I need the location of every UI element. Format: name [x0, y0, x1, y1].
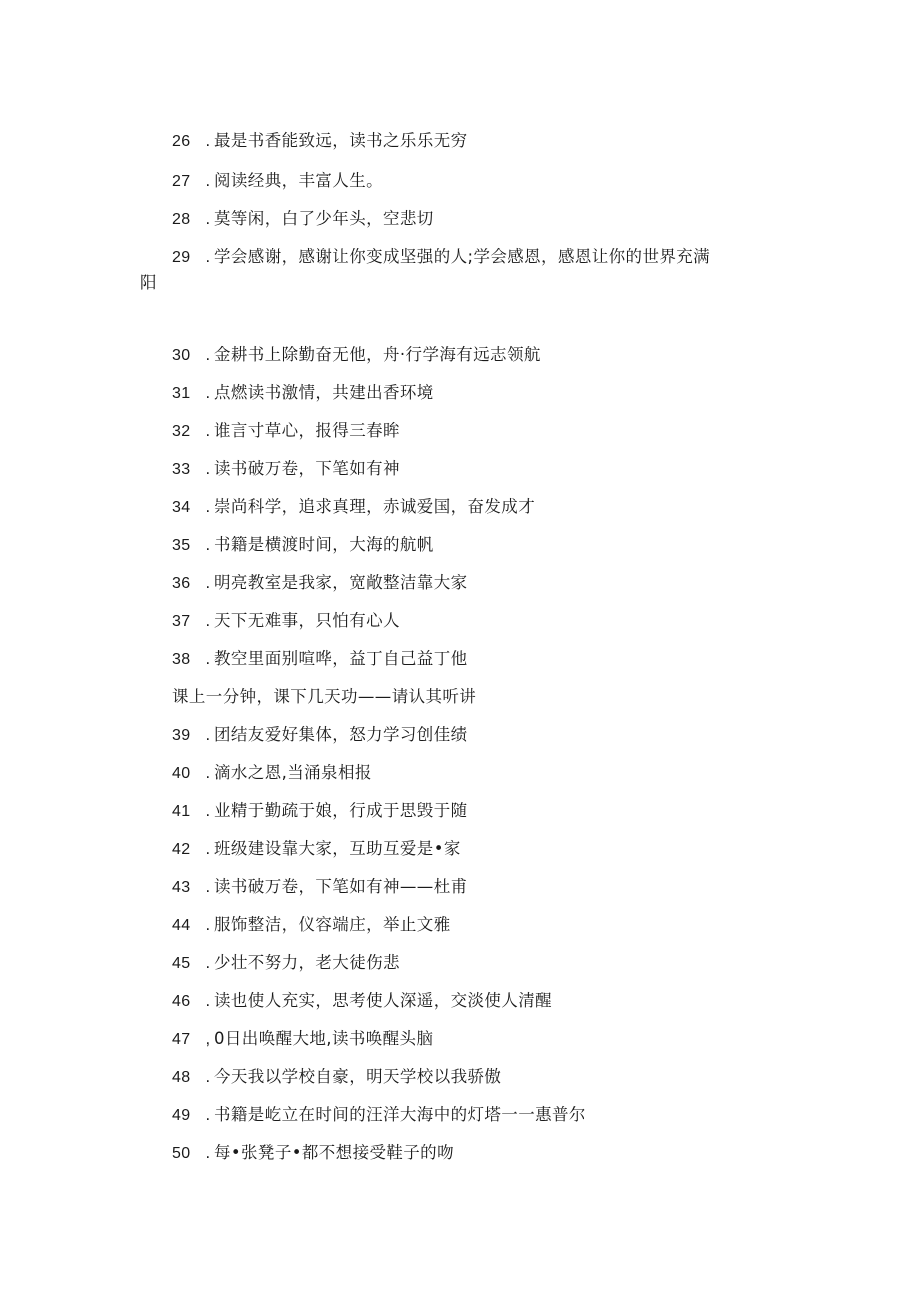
item-number: 28	[172, 211, 191, 228]
item-text: 班级建设靠大家，互助互爱是•家	[214, 839, 461, 858]
item-number: 27	[172, 173, 191, 190]
item-separator: .	[205, 992, 211, 1010]
list-item	[172, 914, 451, 937]
item-text: 0日出唤醒大地,读书唤醒头脑	[214, 1029, 434, 1048]
item-number: 38	[172, 651, 191, 668]
item-separator: .	[205, 536, 211, 554]
item-text: 少壮不努力，老大徒伤悲	[214, 953, 400, 972]
item-separator: .	[205, 650, 211, 668]
item-text: 金耕书上除勤奋无他，舟·行学海有远志领航	[214, 345, 541, 364]
item-separator: .	[205, 1106, 211, 1124]
item-separator: .	[205, 248, 211, 266]
list-item	[172, 572, 468, 595]
item-separator: .	[205, 764, 211, 782]
list-item	[172, 838, 461, 861]
item-text: 今天我以学校自豪，明天学校以我骄傲	[214, 1067, 502, 1086]
list-item-continuation: 阳	[140, 273, 157, 292]
item-number: 36	[172, 575, 191, 592]
item-number: 45	[172, 955, 191, 972]
item-number: 44	[172, 917, 191, 934]
item-number: 35	[172, 537, 191, 554]
item-text: 业精于勤疏于娘，行成于思毁于随	[214, 801, 468, 820]
item-separator: .	[205, 172, 211, 190]
item-text: 滴水之恩,当涌泉相报	[214, 763, 372, 782]
list-item	[172, 420, 400, 443]
item-text: 书籍是横渡时间，大海的航帆	[214, 535, 434, 554]
item-text: 阅读经典，丰富人生。	[214, 171, 383, 190]
item-text: 读书破万卷，下笔如有神	[214, 459, 400, 478]
list-item	[172, 382, 434, 405]
item-text: 学会感谢，感谢让你变成坚强的人;学会感恩，感恩让你的世界充满	[214, 247, 711, 266]
list-item	[172, 876, 468, 899]
item-number: 50	[172, 1145, 191, 1162]
item-separator: .	[205, 574, 211, 592]
item-number: 48	[172, 1069, 191, 1086]
item-separator: .	[205, 802, 211, 820]
item-separator: .	[205, 460, 211, 478]
list-item	[172, 1104, 586, 1127]
item-separator: .	[205, 210, 211, 228]
item-text: 团结友爱好集体，怒力学习创佳绩	[214, 725, 468, 744]
item-separator: .	[205, 346, 211, 364]
item-number: 31	[172, 385, 191, 402]
item-text: 每•张凳子•都不想接受鞋子的吻	[214, 1143, 454, 1162]
list-item	[172, 344, 541, 367]
item-text: 天下无难事，只怕有心人	[214, 611, 400, 630]
item-separator: .	[205, 498, 211, 516]
item-separator: .	[205, 612, 211, 630]
list-item	[172, 990, 552, 1013]
item-number: 26	[172, 133, 191, 150]
list-item	[172, 648, 468, 671]
item-number: 49	[172, 1107, 191, 1124]
item-text: 点燃读书激情，共建出香环境	[214, 383, 434, 402]
item-number: 37	[172, 613, 191, 630]
list-item	[172, 458, 400, 481]
item-number: 42	[172, 841, 191, 858]
item-text: 读也使人充实，思考使人深遥，交淡使人清醒	[214, 991, 552, 1010]
item-text: 莫等闲，白了少年头，空悲切	[214, 209, 434, 228]
item-number: 40	[172, 765, 191, 782]
item-separator: .	[205, 1068, 211, 1086]
list-item	[172, 610, 400, 633]
list-item	[172, 496, 535, 519]
item-separator: .	[205, 916, 211, 934]
list-item	[172, 1142, 454, 1165]
item-separator: .	[205, 422, 211, 440]
item-separator: .	[205, 1144, 211, 1162]
list-item	[172, 208, 434, 231]
item-separator: ,	[205, 1030, 211, 1048]
item-text: 最是书香能致远，读书之乐乐无穷	[214, 131, 468, 150]
item-number: 43	[172, 879, 191, 896]
list-item	[172, 130, 468, 153]
item-separator: .	[205, 132, 211, 150]
list-item	[172, 952, 400, 975]
item-text: 崇尚科学，追求真理，赤诚爱国，奋发成才	[214, 497, 536, 516]
item-text: 教空里面别喧哗，益丁自己益丁他	[214, 649, 468, 668]
list-item	[172, 1028, 433, 1051]
item-separator: .	[205, 384, 211, 402]
list-item	[172, 246, 710, 269]
unnumbered-line: 课上一分钟，课下几天功——请认其听讲	[172, 687, 477, 706]
item-number: 34	[172, 499, 191, 516]
item-text: 服饰整洁，仪容端庄，举止文雅	[214, 915, 451, 934]
list-item	[172, 800, 468, 823]
item-text: 书籍是屹立在时间的汪洋大海中的灯塔一一惠普尔	[214, 1105, 586, 1124]
item-number: 32	[172, 423, 191, 440]
item-number: 33	[172, 461, 191, 478]
list-item	[172, 762, 372, 785]
item-text: 明亮教室是我家，宽敞整洁靠大家	[214, 573, 468, 592]
item-number: 30	[172, 347, 191, 364]
item-number: 29	[172, 249, 191, 266]
item-text: 读书破万卷，下笔如有神——杜甫	[214, 877, 468, 896]
item-number: 39	[172, 727, 191, 744]
item-number: 47	[172, 1031, 191, 1048]
item-number: 41	[172, 803, 191, 820]
list-item	[172, 724, 468, 747]
list-item	[172, 170, 383, 193]
list-item	[172, 534, 434, 557]
list-item	[172, 1066, 501, 1089]
item-number: 46	[172, 993, 191, 1010]
item-separator: .	[205, 726, 211, 744]
item-separator: .	[205, 840, 211, 858]
item-separator: .	[205, 954, 211, 972]
item-separator: .	[205, 878, 211, 896]
item-text: 谁言寸草心，报得三春眸	[214, 421, 400, 440]
